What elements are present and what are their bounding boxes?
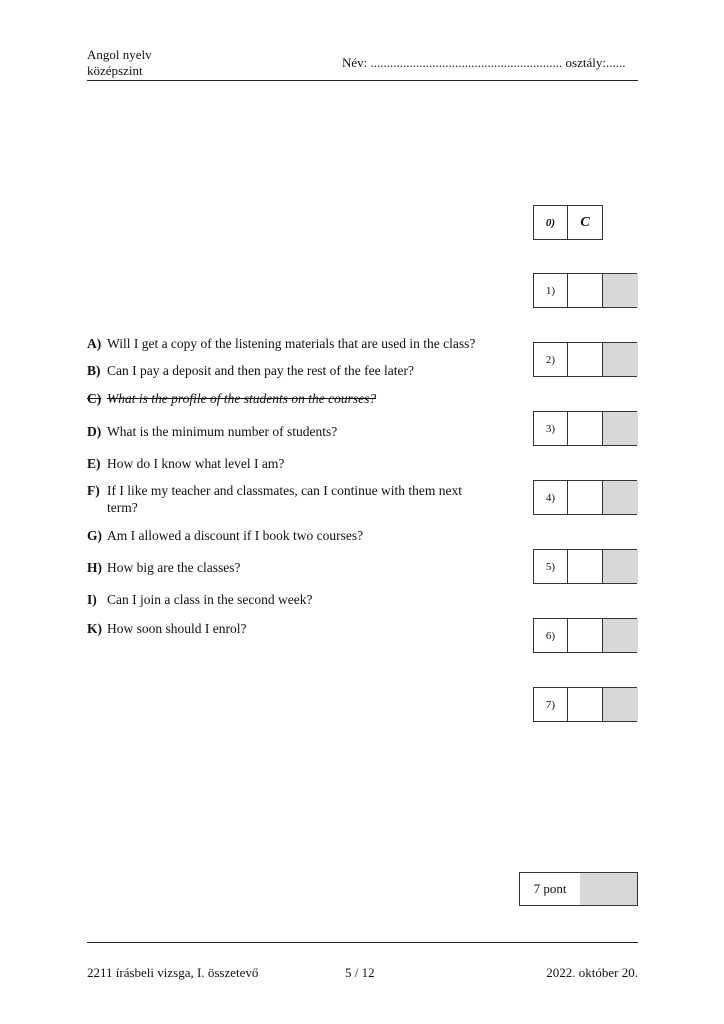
score-cell xyxy=(603,274,638,307)
exam-code: 2211 írásbeli vizsga, I. összetevő xyxy=(87,965,259,980)
option-b xyxy=(87,362,512,379)
option-letter: B) xyxy=(87,363,101,378)
header-divider xyxy=(87,80,638,81)
points-label: 7 pont xyxy=(520,873,581,905)
option-text: How do I know what level I am? xyxy=(107,456,285,471)
answer-cell[interactable] xyxy=(568,481,603,514)
exam-date: 2022. október 20. xyxy=(546,965,638,980)
answer-row-4 xyxy=(533,480,637,515)
answer-row-7 xyxy=(533,687,637,722)
option-letter: H) xyxy=(87,560,102,575)
score-cell xyxy=(603,550,638,583)
option-e xyxy=(87,455,512,472)
answer-cell[interactable] xyxy=(568,550,603,583)
option-k xyxy=(87,620,512,637)
score-cell xyxy=(603,343,638,376)
option-letter: E) xyxy=(87,456,101,471)
option-text: Am I allowed a discount if I book two courses? xyxy=(107,528,364,543)
score-cell xyxy=(603,481,638,514)
example-answer-box xyxy=(533,205,603,240)
option-letter: K) xyxy=(87,621,102,636)
answer-cell[interactable] xyxy=(568,274,603,307)
option-text: How soon should I enrol? xyxy=(107,621,247,636)
score-cell xyxy=(603,688,638,721)
item-number: 4) xyxy=(534,481,568,514)
option-letter: C) xyxy=(87,391,102,406)
option-c-example xyxy=(87,390,512,407)
answer-row-6 xyxy=(533,618,637,653)
subject-language: Angol nyelv xyxy=(87,47,152,62)
option-text: Can I join a class in the second week? xyxy=(107,592,313,607)
answer-row-5 xyxy=(533,549,637,584)
total-points-box xyxy=(519,872,638,906)
answer-row-3 xyxy=(533,411,637,446)
item-number: 2) xyxy=(534,343,568,376)
option-letter: I) xyxy=(87,592,97,607)
item-number: 7) xyxy=(534,688,568,721)
option-letter: A) xyxy=(87,336,102,351)
answer-cell[interactable] xyxy=(568,619,603,652)
option-f xyxy=(87,482,512,516)
item-number: 3) xyxy=(534,412,568,445)
points-score-cell xyxy=(580,873,637,905)
page-number: 5 / 12 xyxy=(345,965,375,980)
option-h xyxy=(87,559,512,576)
subject-label xyxy=(87,47,152,79)
option-g xyxy=(87,527,512,544)
item-number: 6) xyxy=(534,619,568,652)
answer-cell[interactable] xyxy=(568,412,603,445)
subject-level: középszint xyxy=(87,63,143,78)
name-class-field: Név: ........................................................... osztály:...... xyxy=(342,55,626,70)
score-cell xyxy=(603,619,638,652)
option-text: Can I pay a deposit and then pay the rest of the fee later? xyxy=(107,363,414,378)
answer-cell[interactable] xyxy=(568,343,603,376)
example-answer: C xyxy=(580,214,590,230)
option-text: What is the minimum number of students? xyxy=(107,424,338,439)
option-letter: D) xyxy=(87,424,102,439)
option-i xyxy=(87,591,512,608)
score-cell xyxy=(603,412,638,445)
option-text: How big are the classes? xyxy=(107,560,241,575)
item-number: 1) xyxy=(534,274,568,307)
answer-row-2 xyxy=(533,342,637,377)
footer-divider xyxy=(87,942,638,943)
option-d xyxy=(87,423,512,440)
option-text: Will I get a copy of the listening materials that are used in the class? xyxy=(107,336,476,351)
option-text: If I like my teacher and classmates, can I continue with them next xyxy=(107,483,462,498)
option-text-continued: term? xyxy=(107,500,138,515)
answer-cell[interactable] xyxy=(568,688,603,721)
option-text: What is the profile of the students on the courses? xyxy=(107,391,377,406)
example-number: 0) xyxy=(534,206,568,239)
option-letter: F) xyxy=(87,483,100,498)
answer-row-1 xyxy=(533,273,637,308)
item-number: 5) xyxy=(534,550,568,583)
option-letter: G) xyxy=(87,528,102,543)
option-a xyxy=(87,335,512,352)
